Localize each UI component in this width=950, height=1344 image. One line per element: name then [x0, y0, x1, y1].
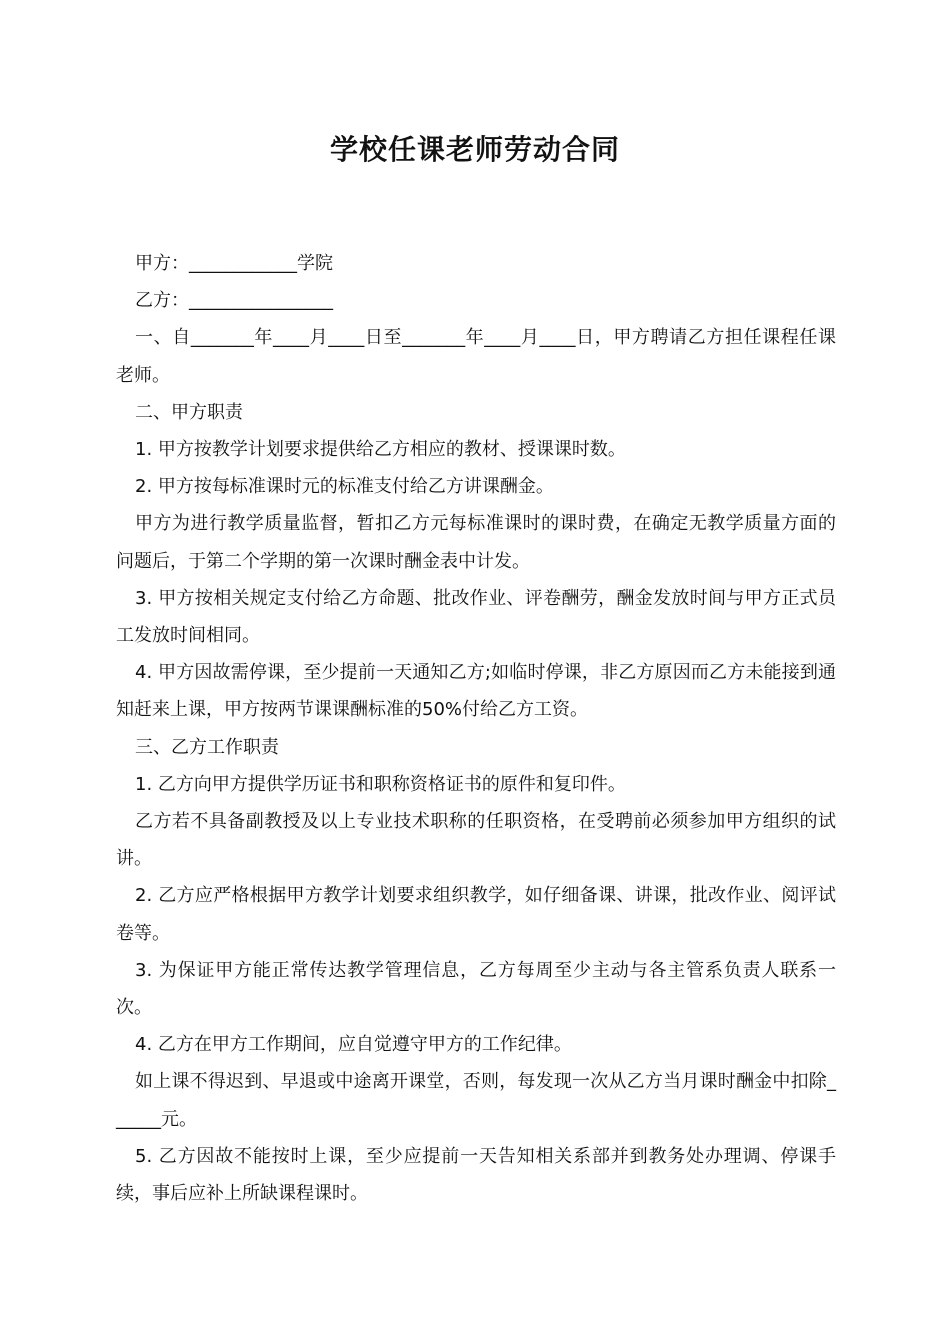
clause-1-term: 一、自_______年____月____日至_______年____月____日，甲方聘请乙方担任课程任课老师。 [116, 327, 836, 386]
party-a-item-2: 2. 甲方按每标准课时元的标准支付给乙方讲课酬金。 [135, 476, 554, 498]
party-a-item-2-note: 甲方为进行教学质量监督，暂扣乙方元每标准课时的课时费，在确定无教学质量方面的问题后，于第二个学期的第一次课时酬金表中计发。 [116, 513, 836, 572]
party-b-item-4-note: 如上课不得迟到、早退或中途离开课堂，否则，每发现一次从乙方当月课时酬金中扣除______元。 [116, 1071, 836, 1130]
party-b-line: 乙方：________________ [135, 290, 333, 312]
section-heading-party-a: 二、甲方职责 [135, 401, 243, 423]
party-b-item-5: 5. 乙方因故不能按时上课，至少应提前一天告知相关系部并到教务处办理调、停课手续，事后应补上所缺课程课时。 [116, 1145, 836, 1205]
party-a-line: 甲方：____________学院 [135, 253, 333, 274]
document-body [116, 245, 836, 1212]
document-title: 学校任课老师劳动合同 [329, 133, 620, 166]
party-b-item-3: 3. 为保证甲方能正常传达教学管理信息，乙方每周至少主动与各主管系负责人联系一次。 [116, 959, 836, 1019]
party-b-item-1: 1. 乙方向甲方提供学历证书和职称资格证书的原件和复印件。 [135, 773, 626, 795]
party-b-item-4: 4. 乙方在甲方工作期间，应自觉遵守甲方的工作纪律。 [135, 1034, 572, 1056]
party-a-item-4: 4. 甲方因故需停课，至少提前一天通知乙方;如临时停课，非乙方原因而乙方未能接到通知赶来上课，甲方按两节课课酬标准的50%付给乙方工资。 [116, 662, 836, 721]
party-b-item-1-note: 乙方若不具备副教授及以上专业技术职称的任职资格，在受聘前必须参加甲方组织的试讲。 [116, 811, 836, 870]
party-a-item-1: 1. 甲方按教学计划要求提供给乙方相应的教材、授课课时数。 [135, 439, 626, 461]
section-heading-party-b: 三、乙方工作职责 [135, 736, 279, 758]
party-b-item-2: 2. 乙方应严格根据甲方教学计划要求组织教学，如仔细备课、讲课，批改作业、阅评试卷等。 [116, 885, 836, 944]
party-a-item-3: 3. 甲方按相关规定支付给乙方命题、批改作业、评卷酬劳，酬金发放时间与甲方正式员工发放时间相同。 [116, 587, 836, 647]
